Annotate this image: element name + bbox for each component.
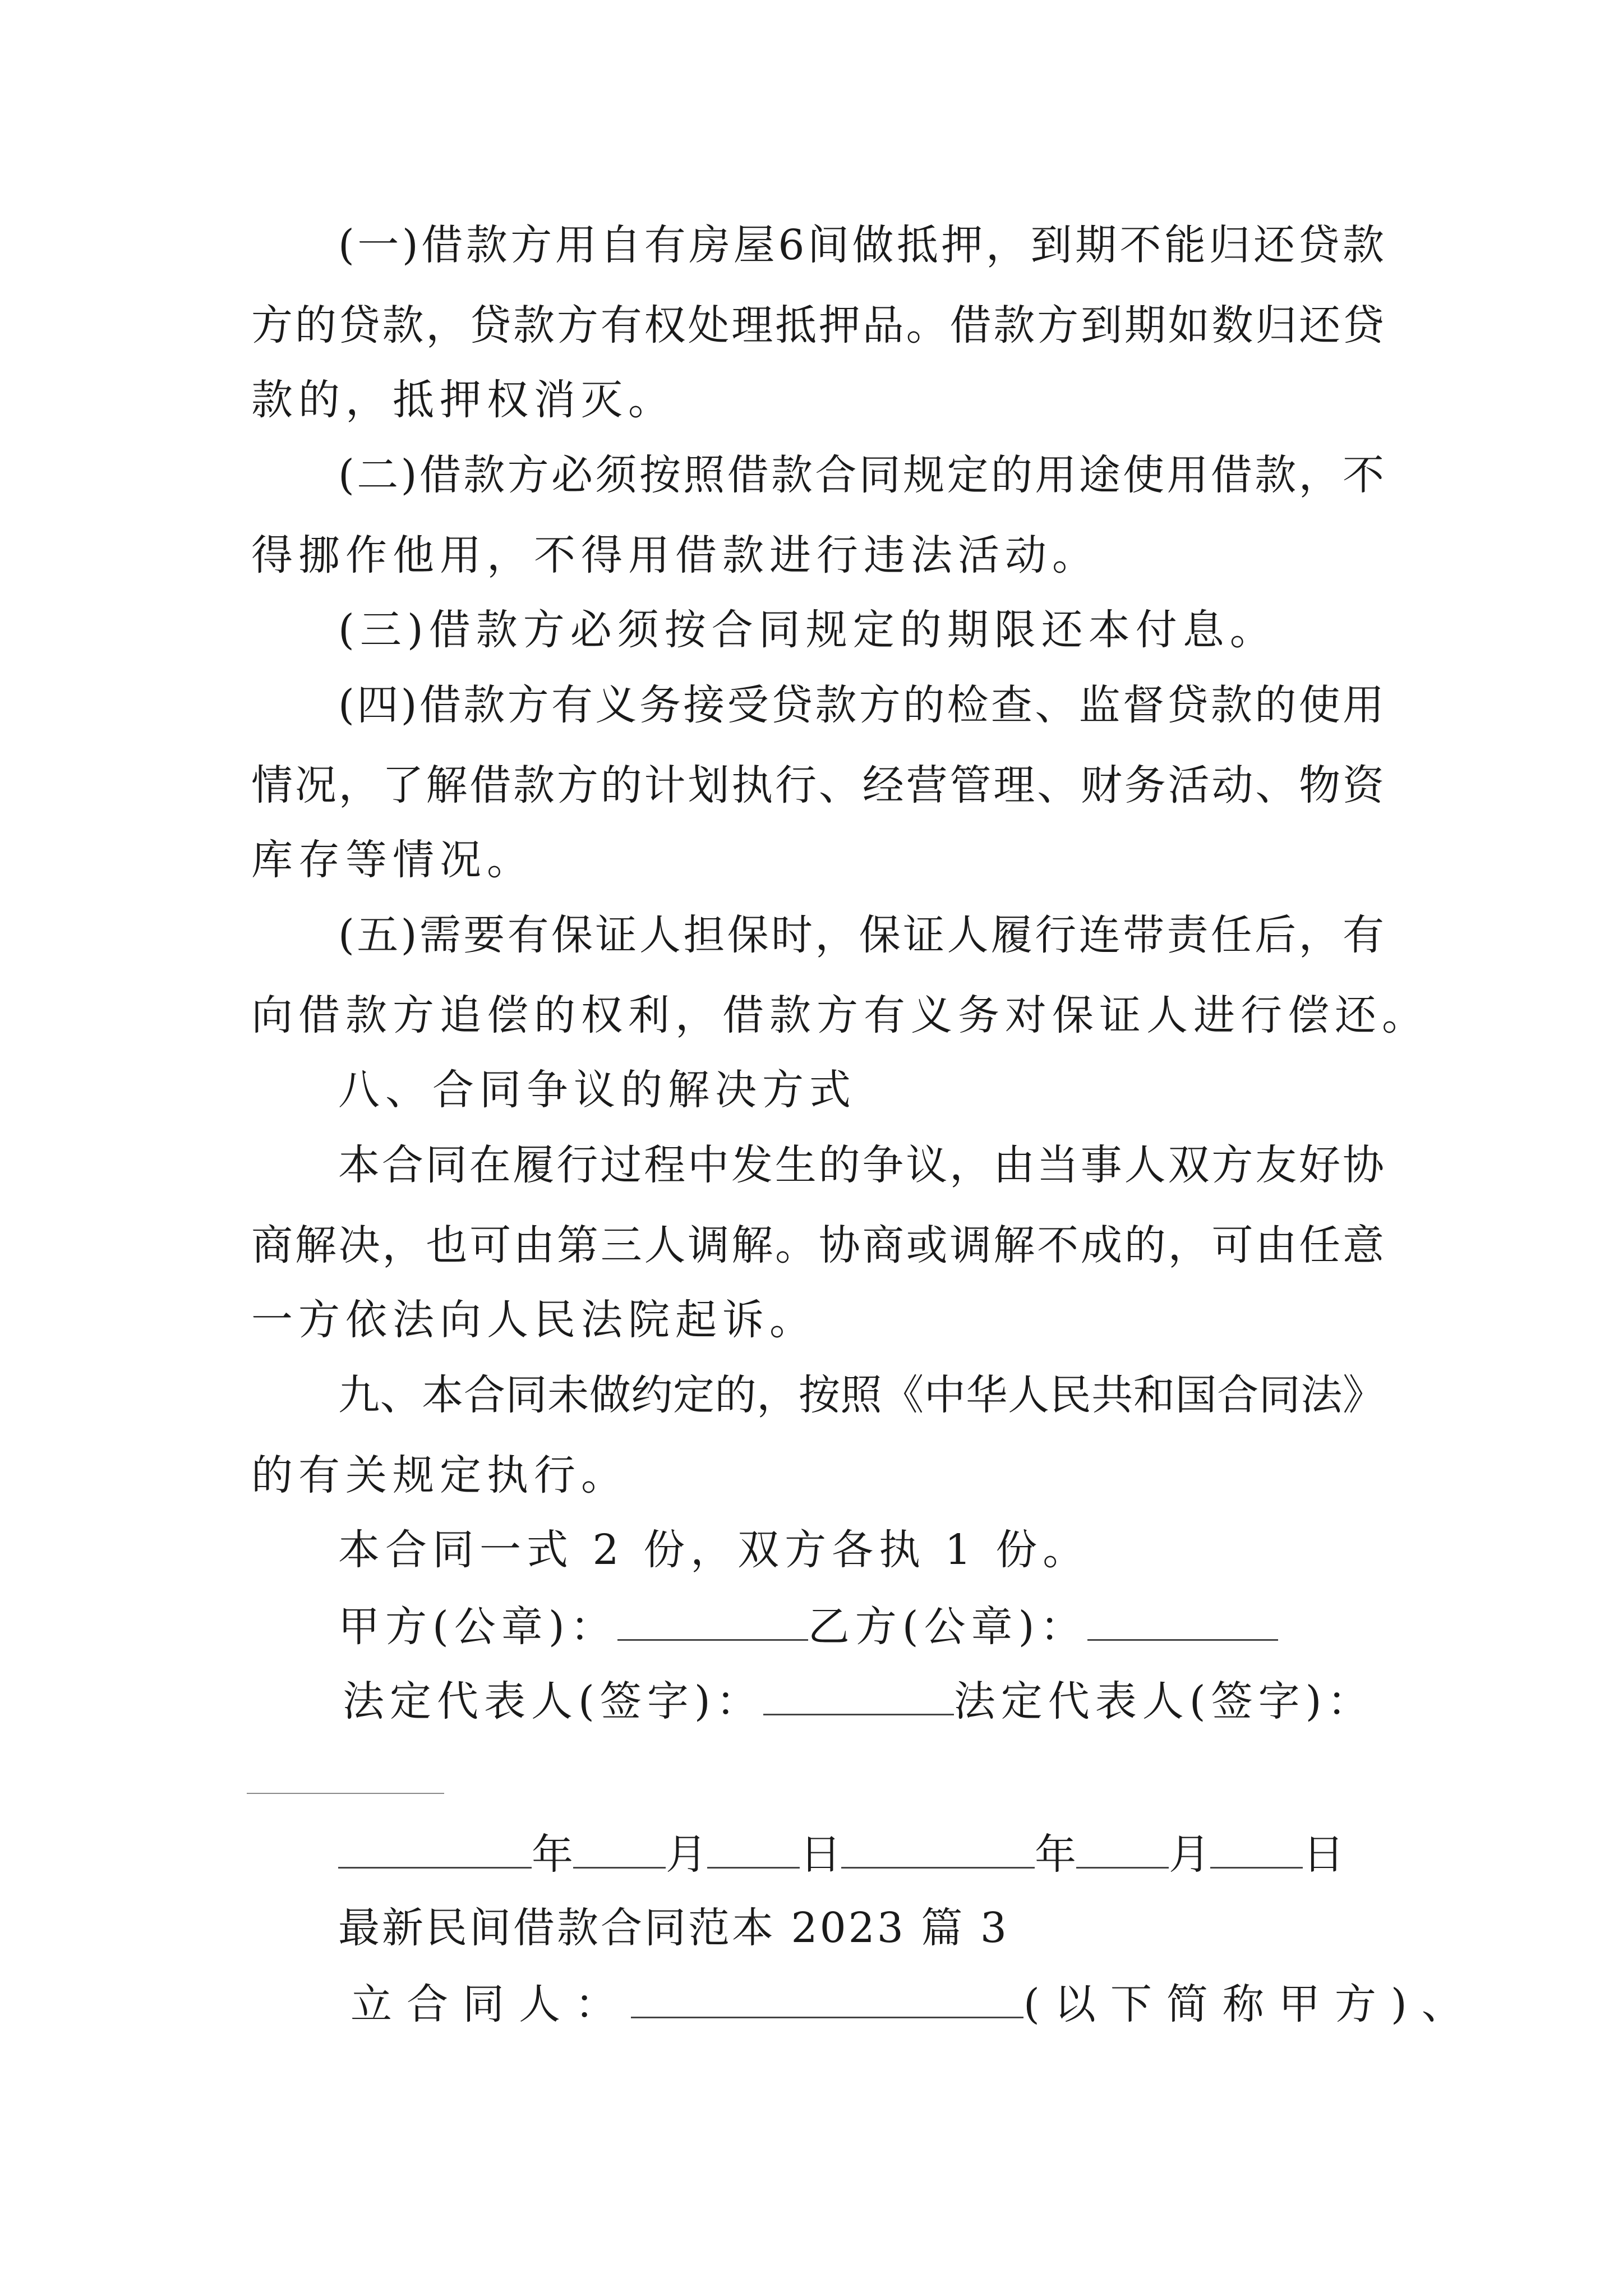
date-b-year-blank[interactable] xyxy=(841,1832,1035,1869)
date-a-year-blank[interactable] xyxy=(338,1832,532,1869)
date-a-year-label: 年 xyxy=(532,1830,573,1879)
clause-1-line-2: 方的贷款，贷款方有权处理抵押品。借款方到期如数归还贷 xyxy=(251,301,1384,349)
date-a-month-label: 月 xyxy=(666,1830,707,1879)
party-a-blank[interactable] xyxy=(617,1604,808,1641)
date-b-month-blank[interactable] xyxy=(1076,1832,1169,1869)
party-seal-line xyxy=(338,1603,1384,1651)
copies-statement: 本合同一式 2 份，双方各执 1 份。 xyxy=(338,1526,1090,1574)
date-a-day-label: 日 xyxy=(800,1830,841,1879)
contractor-label: 立合同人： xyxy=(351,1980,631,2028)
date-line xyxy=(338,1830,1384,1879)
date-b-year-label: 年 xyxy=(1035,1830,1076,1879)
section-9-line-2: 的有关规定执行。 xyxy=(251,1451,628,1499)
clause-5-line-2: 向借款方追偿的权利，借款方有义务对保证人进行偿还。 xyxy=(251,991,1429,1039)
date-a-day-blank[interactable] xyxy=(707,1832,800,1869)
party-b-blank[interactable] xyxy=(1087,1604,1278,1641)
rep-a-label: 法定代表人(签字)： xyxy=(343,1677,763,1726)
section-8-heading: 八、合同争议的解决方式 xyxy=(338,1066,856,1114)
next-section-title: 最新民间借款合同范本 2023 篇 3 xyxy=(338,1904,1009,1952)
dispute-line-3: 一方依法向人民法院起诉。 xyxy=(251,1296,817,1344)
clause-4-line-1: (四)借款方有义务接受贷款方的检查、监督贷款的使用 xyxy=(338,681,1384,729)
clause-1-line-1: (一)借款方用自有房屋6间做抵押，到期不能归还贷款 xyxy=(338,221,1384,269)
clause-2-line-2: 得挪作他用，不得用借款进行违法活动。 xyxy=(251,531,1099,579)
clause-4-line-2: 情况，了解借款方的计划执行、经营管理、财务活动、物资 xyxy=(251,761,1384,809)
party-b-label: 乙方(公章)： xyxy=(808,1603,1087,1651)
date-b-month-label: 月 xyxy=(1169,1830,1210,1879)
date-b-day-label: 日 xyxy=(1303,1830,1344,1879)
contractor-line xyxy=(351,1980,1478,2028)
dispute-line-1: 本合同在履行过程中发生的争议，由当事人双方友好协 xyxy=(338,1141,1384,1189)
clause-4-line-3: 库存等情况。 xyxy=(251,836,534,884)
clause-5-line-1: (五)需要有保证人担保时，保证人履行连带责任后，有 xyxy=(338,911,1384,959)
date-a-month-blank[interactable] xyxy=(573,1832,666,1869)
clause-1-line-3: 款的，抵押权消灭。 xyxy=(251,376,675,424)
rep-b-blank[interactable] xyxy=(247,1793,444,1794)
rep-b-label: 法定代表人(签字)： xyxy=(953,1677,1375,1726)
clause-2-line-1: (二)借款方必须按照借款合同规定的用途使用借款，不 xyxy=(338,451,1384,499)
clause-3-line-1: (三)借款方必须按合同规定的期限还本付息。 xyxy=(338,606,1277,654)
contractor-suffix: (以下简称甲方)、 xyxy=(1023,1980,1478,2028)
rep-a-blank[interactable] xyxy=(763,1679,954,1715)
contractor-blank[interactable] xyxy=(631,1982,1023,2018)
representative-line xyxy=(343,1677,1389,1726)
dispute-line-2: 商解决，也可由第三人调解。协商或调解不成的，可由任意 xyxy=(251,1221,1384,1269)
party-a-label: 甲方(公章)： xyxy=(338,1603,617,1651)
section-9-line-1: 九、本合同未做约定的，按照《中华人民共和国合同法》 xyxy=(338,1371,1384,1419)
date-b-day-blank[interactable] xyxy=(1210,1832,1303,1869)
